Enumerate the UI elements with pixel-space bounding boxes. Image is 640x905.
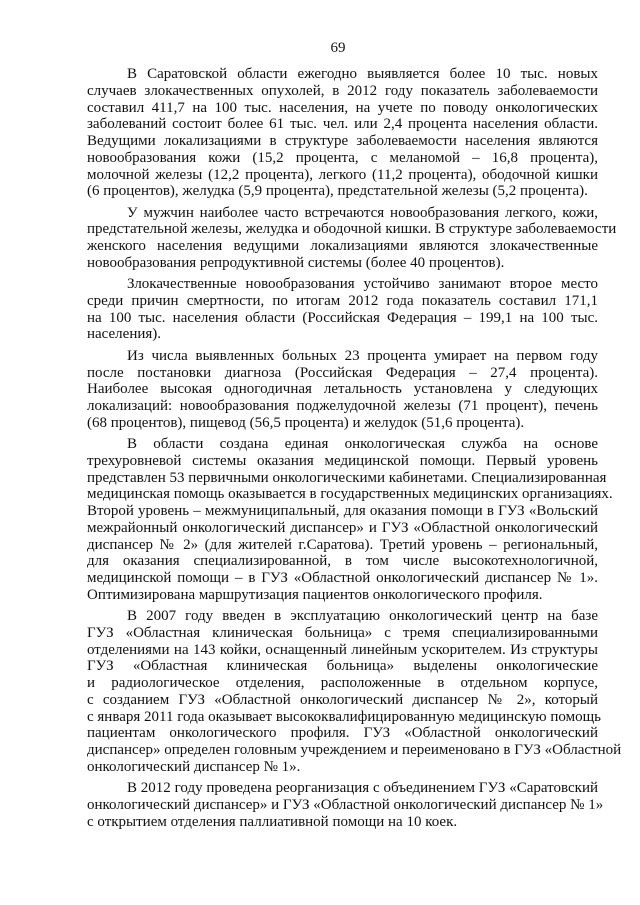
paragraph: [87, 276, 598, 343]
text-line: Оптимизирована маршрутизация пациентов онкологического профиля.: [87, 586, 543, 603]
text-line: онкологический диспансер № 1».: [87, 758, 301, 775]
text-line: молочной железы (12,2 процента), легкого (11,2 процента), ободочной кишки: [87, 166, 598, 183]
paragraph: [87, 348, 598, 432]
text-line: с созданием ГУЗ «Областной онкологический диспансер № 2», который: [87, 691, 598, 708]
text-line: медицинской помощи – в ГУЗ «Областной онкологический диспансер № 1».: [87, 570, 598, 587]
text-line: представлен 53 первичными онкологическими кабинетами. Специализированная: [87, 469, 607, 486]
document-body: [87, 66, 622, 835]
text-line: с открытием отделения паллиативной помощи на 10 коек.: [87, 813, 458, 830]
text-line: с января 2011 года оказывает высококвалифицированную медицинскую помощь: [87, 708, 602, 725]
text-line: Наиболее высокая одногодичная летальность установлена у следующих: [87, 381, 598, 398]
text-line: населения).: [87, 326, 162, 343]
paragraph: [87, 66, 598, 200]
paragraph: [87, 204, 617, 272]
text-line: Злокачественные новообразования устойчиво занимают второе место: [127, 276, 598, 293]
text-line: новообразования репродуктивной системы (более 40 процентов).: [87, 254, 505, 271]
text-line: Ведущими локализациями в структуре заболеваемости населения являются: [87, 133, 598, 149]
text-line: В 2007 году введен в эксплуатацию онкологический центр на базе: [127, 608, 598, 625]
text-line: локализаций: новообразования поджелудочной железы (71 процент), печень: [87, 398, 598, 415]
text-line: диспансер» определен головным учреждением и переименовано в ГУЗ «Областной: [87, 742, 622, 759]
text-line: среди причин смертности, по итогам 2012 года показатель составил 171,1: [87, 292, 598, 309]
text-line: диспансер № 2» (для жителей г.Саратова). Третий уровень – региональный,: [87, 536, 598, 553]
text-line: трехуровневой системы оказания медицинской помощи. Первый уровень: [87, 452, 598, 469]
text-line: и радиологическое отделения, расположенные в отдельном корпусе,: [87, 675, 598, 692]
text-line: пациентам онкологического профиля. ГУЗ «Областной онкологический: [87, 725, 598, 742]
text-line: женского населения ведущими локализациями являются злокачественные: [87, 238, 598, 255]
text-line: после постановки диагноза (Российская Федерация – 27,4 процента).: [87, 364, 598, 381]
text-line: ГУЗ «Областная клиническая больница» выделены онкологические: [87, 658, 598, 675]
text-line: предстательной железы, желудка и ободочной кишки. В структуре заболеваемости: [87, 221, 617, 238]
text-line: медицинская помощь оказывается в государственных медицинских организациях.: [87, 486, 613, 503]
text-line: В Саратовской области ежегодно выявляется более 10 тыс. новых: [127, 66, 598, 82]
text-line: случаев злокачественных опухолей, в 2012 году показатель заболеваемости: [87, 82, 598, 99]
page-number: 69: [330, 40, 346, 56]
paragraph: [87, 780, 604, 830]
text-line: В 2012 году проведена реорганизация с объединением ГУЗ «Саратовский: [127, 780, 598, 797]
paragraph: [87, 608, 622, 776]
text-line: У мужчин наиболее часто встречаются новообразования легкого, кожи,: [127, 204, 598, 221]
text-line: В области создана единая онкологическая служба на основе: [127, 436, 598, 453]
text-line: для оказания специализированной, в том числе высокотехнологичной,: [87, 553, 598, 570]
text-line: составил 411,7 на 100 тыс. населения, на учете по поводу онкологических: [87, 99, 598, 116]
text-line: ГУЗ «Областная клиническая больница» с тремя специализированными: [87, 624, 598, 641]
text-line: Из числа выявленных больных 23 процента умирает на первом году: [127, 347, 598, 364]
text-line: онкологический диспансер» и ГУЗ «Областной онкологический диспансер № 1»: [87, 797, 604, 814]
text-line: заболеваний состоит более 61 тыс. чел. или 2,4 процента населения области.: [87, 116, 598, 133]
paragraph: [87, 436, 613, 604]
text-line: (6 процентов), желудка (5,9 процента), предстательной железы (5,2 процента).: [87, 183, 588, 200]
text-line: межрайонный онкологический диспансер» и ГУЗ «Областной онкологический: [87, 519, 598, 536]
text-line: новообразования кожи (15,2 процента, с меланомой – 16,8 процента),: [87, 149, 598, 166]
text-line: отделениями на 143 койки, оснащенный линейным ускорителем. Из структуры: [87, 641, 598, 658]
text-line: Второй уровень – межмуниципальный, для оказания помощи в ГУЗ «Вольский: [87, 503, 598, 520]
text-line: (68 процентов), пищевод (56,5 процента) и желудок (51,6 процента).: [87, 414, 525, 431]
text-line: на 100 тыс. населения области (Российская Федерация – 199,1 на 100 тыс.: [87, 309, 598, 326]
